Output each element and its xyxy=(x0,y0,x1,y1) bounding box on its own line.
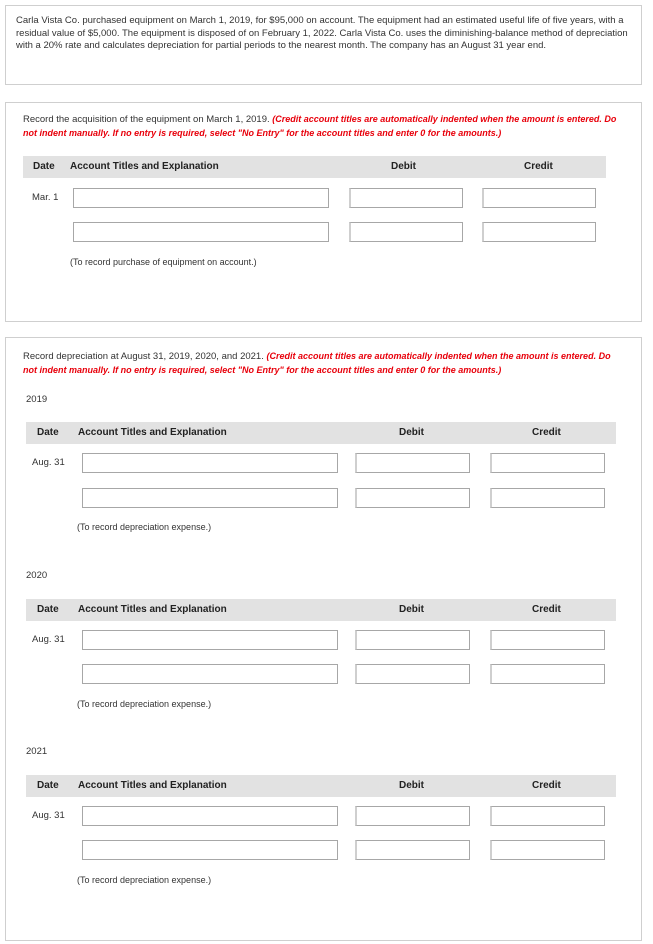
year-label-2021: 2021 xyxy=(26,746,48,757)
acquisition-entry-panel xyxy=(5,102,642,322)
account-title-input[interactable] xyxy=(73,222,329,242)
debit-input[interactable] xyxy=(355,664,470,684)
instruction-warning: (Credit account titles are automatically indented when the amount is entered. Do not indent manually. If no entry is required, select "No Entry" for the account titles and enter 0 for the amounts.) xyxy=(23,114,617,138)
debit-input[interactable] xyxy=(355,488,470,508)
account-title-input[interactable] xyxy=(82,840,338,860)
entry-date: Aug. 31 xyxy=(32,634,65,645)
depreciation-instruction xyxy=(23,350,623,377)
debit-input[interactable] xyxy=(355,453,470,473)
credit-input[interactable] xyxy=(482,188,596,208)
credit-input[interactable] xyxy=(490,664,605,684)
debit-input[interactable] xyxy=(349,222,463,242)
debit-input[interactable] xyxy=(355,630,470,650)
header-debit: Debit xyxy=(399,604,424,615)
credit-input[interactable] xyxy=(490,840,605,860)
header-date: Date xyxy=(37,604,59,615)
header-date: Date xyxy=(37,427,59,438)
header-debit: Debit xyxy=(391,161,416,172)
header-debit: Debit xyxy=(399,780,424,791)
account-title-input[interactable] xyxy=(82,453,338,473)
header-date: Date xyxy=(33,161,55,172)
journal-header xyxy=(26,422,616,444)
instruction-warning: (Credit account titles are automatically indented when the amount is entered. Do not indent manually. If no entry is required, select "No Entry" for the account titles and enter 0 for the amounts.) xyxy=(23,351,611,375)
credit-input[interactable] xyxy=(490,630,605,650)
account-title-input[interactable] xyxy=(82,630,338,650)
header-account: Account Titles and Explanation xyxy=(70,161,219,172)
entry-explanation: (To record depreciation expense.) xyxy=(77,522,212,532)
header-credit: Credit xyxy=(532,780,561,791)
account-title-input[interactable] xyxy=(82,664,338,684)
header-account: Account Titles and Explanation xyxy=(78,780,227,791)
entry-date: Aug. 31 xyxy=(32,810,65,821)
header-credit: Credit xyxy=(524,161,553,172)
journal-header xyxy=(26,599,616,621)
credit-input[interactable] xyxy=(490,806,605,826)
debit-input[interactable] xyxy=(355,806,470,826)
header-account: Account Titles and Explanation xyxy=(78,604,227,615)
debit-input[interactable] xyxy=(355,840,470,860)
header-date: Date xyxy=(37,780,59,791)
account-title-input[interactable] xyxy=(73,188,329,208)
year-label-2019: 2019 xyxy=(26,394,48,405)
depreciation-entry-panel xyxy=(5,337,642,941)
entry-explanation: (To record depreciation expense.) xyxy=(77,699,212,709)
entry-date: Mar. 1 xyxy=(32,192,59,203)
instruction-text: Record depreciation at August 31, 2019, 2020, and 2021. xyxy=(23,351,264,362)
instruction-text: Record the acquisition of the equipment on March 1, 2019. xyxy=(23,114,270,125)
journal-header xyxy=(26,775,616,797)
journal-header xyxy=(23,156,606,178)
entry-explanation: (To record depreciation expense.) xyxy=(77,875,212,885)
header-debit: Debit xyxy=(399,427,424,438)
credit-input[interactable] xyxy=(490,488,605,508)
header-account: Account Titles and Explanation xyxy=(78,427,227,438)
header-credit: Credit xyxy=(532,604,561,615)
account-title-input[interactable] xyxy=(82,488,338,508)
problem-text: Carla Vista Co. purchased equipment on March 1, 2019, for $95,000 on account. The equipment had an estimated useful life of five years, with a residual value of $5,000. The equipment is disposed of on February 1, 2022. Carla Vista Co. uses the diminishing-balance method of depreciation with a 20% rate and calculates depreciation for partial periods to the nearest month. The company has an August 31 year end. xyxy=(16,15,628,52)
entry-date: Aug. 31 xyxy=(32,457,65,468)
account-title-input[interactable] xyxy=(82,806,338,826)
acquisition-instruction xyxy=(23,113,623,140)
debit-input[interactable] xyxy=(349,188,463,208)
header-credit: Credit xyxy=(532,427,561,438)
credit-input[interactable] xyxy=(482,222,596,242)
year-label-2020: 2020 xyxy=(26,570,48,581)
problem-statement-panel xyxy=(5,5,642,85)
entry-explanation: (To record purchase of equipment on account.) xyxy=(70,257,257,267)
credit-input[interactable] xyxy=(490,453,605,473)
